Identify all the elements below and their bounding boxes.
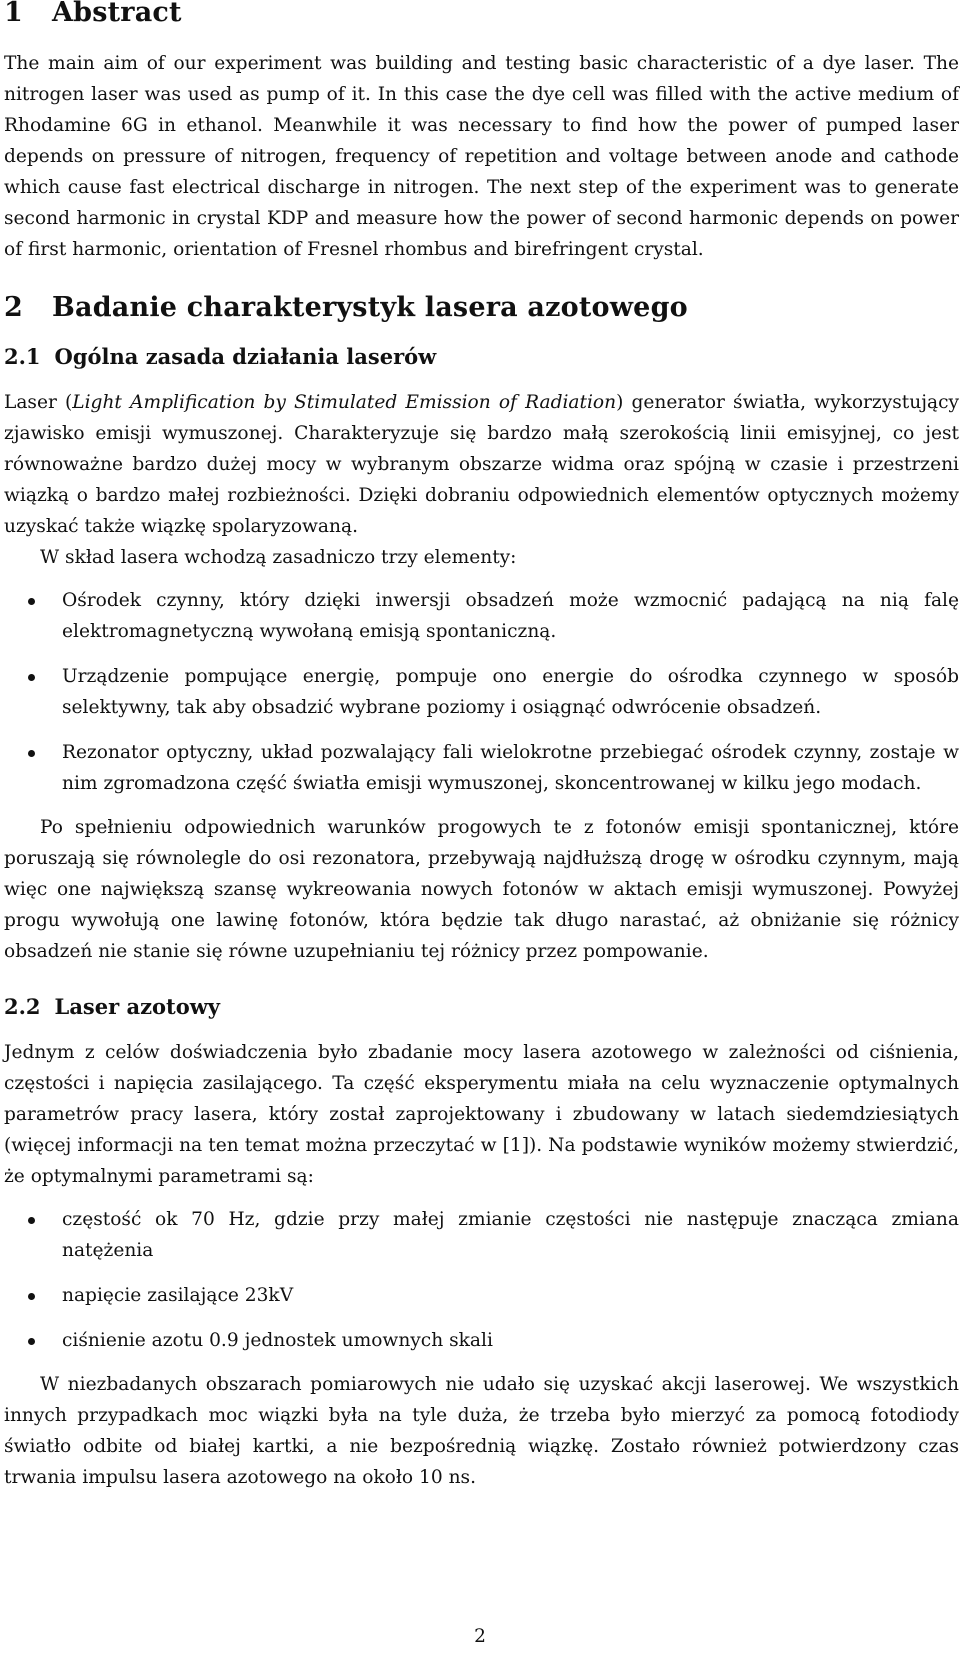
page-number: 2 bbox=[474, 1626, 486, 1647]
list-item bbox=[4, 661, 959, 723]
section-number: 2 bbox=[4, 292, 23, 323]
subsection-title: Laser azotowy bbox=[54, 994, 221, 1019]
list-item bbox=[4, 1325, 959, 1356]
subsection-number: 2.2 bbox=[4, 994, 41, 1019]
bullet-icon bbox=[28, 598, 35, 605]
bullet-icon bbox=[28, 674, 35, 681]
list-item bbox=[4, 737, 959, 799]
bullet-icon bbox=[28, 1338, 35, 1345]
list-item-text: Ośrodek czynny, który dzięki inwersji obsadzeń może wzmocnić padającą na nią falę elektromagnetyczną wywołaną emisją spontaniczną. bbox=[62, 590, 959, 642]
threshold-paragraph: Po spełnieniu odpowiednich warunków progowych te z fotonów emisji spontanicznej, które poruszają się równolegle do osi rezonatora, przebywają najdłuższą drogę w ośrodku czynnym, mają więc one największą szansę wykreowania nowych fotonów w aktach emisji wymuszonej. Powyżej progu wywołują one lawinę fotonów, która będzie tak długo narastać, aż obniżanie się różnicy obsadzeń nie stanie się równe uzupełnianiu tej różnicy przez pompowanie. bbox=[4, 817, 959, 962]
section-number: 1 bbox=[4, 0, 23, 28]
section-heading-badanie bbox=[4, 291, 959, 325]
laser-elements-list bbox=[4, 585, 959, 799]
subsection-title: Ogólna zasada działania laserów bbox=[54, 344, 437, 369]
abstract-paragraph: The main aim of our experiment was building and testing basic characteristic of a dye laser. The nitrogen laser was used as pump of it. In this case the dye cell was filled with the active medium of Rhodamine 6G in ethanol. Meanwhile it was necessary to find how the power of pumped laser depends on pressure of nitrogen, frequency of repetition and voltage between anode and cathode which cause fast electrical discharge in nitrogen. The next step of the experiment was to generate second harmonic in crystal KDP and measure how the power of second harmonic depends on power of first harmonic, orientation of Fresnel rhombus and birefringent crystal. bbox=[4, 53, 959, 260]
list-item-text: napięcie zasilające 23kV bbox=[62, 1285, 294, 1306]
subsection-heading-zasada bbox=[4, 343, 959, 371]
results-paragraph: W niezbadanych obszarach pomiarowych nie udało się uzyskać akcji laserowej. We wszystkich innych przypadkach moc wiązki była na tyle duża, że trzeba było mierzyć za pomocą fotodiody światło odbite od białej kartki, a nie bezpośrednią wiązkę. Zostało również potwierdzony czas trwania impulsu lasera azotowego na około 10 ns. bbox=[4, 1374, 959, 1488]
section-heading-abstract bbox=[4, 0, 959, 30]
paragraph-rest: ) generator światła, wykorzystujący zjawisko emisji wymuszonej. Charakteryzuje się bardzo małą szerokością linii emisyjnej, co jest równoważne bardzo dużej mocy w wybranym obszarze widma oraz spójną w czasie i przestrzeni wiązką o bardzo małej rozbieżności. Dzięki dobraniu odpowiednich elementów optycznych możemy uzyskać także wiązkę spolaryzowaną. bbox=[4, 392, 959, 537]
paragraph-lead: Laser ( bbox=[4, 392, 73, 413]
optimal-parameters-list bbox=[4, 1204, 959, 1356]
list-item bbox=[4, 1204, 959, 1266]
section-title: Badanie charakterystyk lasera azotowego bbox=[52, 292, 688, 323]
subsection-heading-laser-azotowy bbox=[4, 993, 959, 1021]
list-item-text: ciśnienie azotu 0.9 jednostek umownych skali bbox=[62, 1330, 493, 1351]
bullet-icon bbox=[28, 1217, 35, 1224]
bullet-icon bbox=[28, 750, 35, 757]
list-item-text: częstość ok 70 Hz, gdzie przy małej zmianie częstości nie następuje znacząca zmiana natężenia bbox=[62, 1209, 959, 1261]
section-title: Abstract bbox=[52, 0, 182, 28]
bullet-icon bbox=[28, 1293, 35, 1300]
list-item-text: Urządzenie pompujące energię, pompuje ono energie do ośrodka czynnego w sposób selektywny, tak aby obsadzić wybrane poziomy i osiągnąć odwrócenie obsadzeń. bbox=[62, 666, 959, 718]
laser-acronym-expansion: Light Amplification by Stimulated Emission of Radiation bbox=[72, 392, 617, 413]
list-item bbox=[4, 585, 959, 647]
list-item bbox=[4, 1280, 959, 1311]
laser-definition-paragraph bbox=[4, 387, 959, 542]
nitrogen-laser-paragraph: Jednym z celów doświadczenia było zbadanie mocy lasera azotowego w zależności od ciśnienia, częstości i napięcia zasilającego. Ta część eksperymentu miała na celu wyznaczenie optymalnych parametrów pracy lasera, który został zaprojektowany i zbudowany w latach siedemdziesiątych (więcej informacji na ten temat można przeczytać w [1]). Na podstawie wyników możemy stwierdzić, że optymalnymi parametrami są: bbox=[4, 1042, 959, 1187]
page-content bbox=[4, 0, 959, 1493]
subsection-number: 2.1 bbox=[4, 344, 41, 369]
laser-elements-intro: W skład lasera wchodzą zasadniczo trzy elementy: bbox=[40, 547, 517, 568]
list-item-text: Rezonator optyczny, układ pozwalający fali wielokrotne przebiegać ośrodek czynny, zostaje w nim zgromadzona część światła emisji wymuszonej, skoncentrowanej w kilku jego modach. bbox=[62, 742, 959, 794]
